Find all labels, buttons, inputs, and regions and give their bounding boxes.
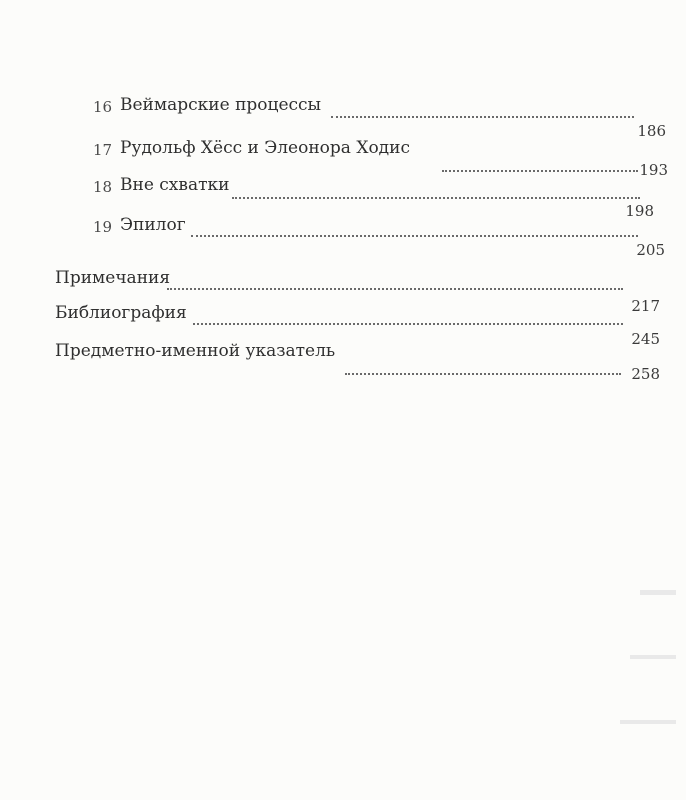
page-number: 198 [625, 202, 654, 220]
bleed-through-mark [630, 655, 676, 659]
chapter-title: Вне схватки [120, 175, 230, 195]
dot-leader [232, 197, 640, 199]
dot-leader [193, 323, 623, 325]
chapter-number: 16 [93, 98, 113, 116]
chapter-title: Эпилог [120, 215, 186, 235]
page-number: 217 [631, 297, 660, 315]
dot-leader [191, 235, 638, 237]
section-title: Библиография [55, 303, 187, 323]
dot-leader [331, 116, 634, 118]
section-title: Предметно-именной указатель [55, 341, 336, 361]
chapter-number: 17 [93, 141, 113, 159]
dot-leader [345, 373, 621, 375]
page-number: 205 [636, 241, 665, 259]
bleed-through-mark [640, 590, 676, 595]
page-number: 258 [631, 365, 660, 383]
bleed-through-mark [620, 720, 676, 724]
chapter-number: 18 [93, 178, 113, 196]
chapter-title: Веймарские процессы [120, 95, 322, 115]
dot-leader [167, 288, 623, 290]
chapter-title: Рудольф Хёсс и Элеонора Ходис [120, 138, 410, 158]
page-number: 245 [631, 330, 660, 348]
page-number: 193 [639, 161, 668, 179]
chapter-number: 19 [93, 218, 113, 236]
dot-leader [442, 170, 638, 172]
page-number: 186 [637, 122, 666, 140]
section-title: Примечания [55, 268, 171, 288]
